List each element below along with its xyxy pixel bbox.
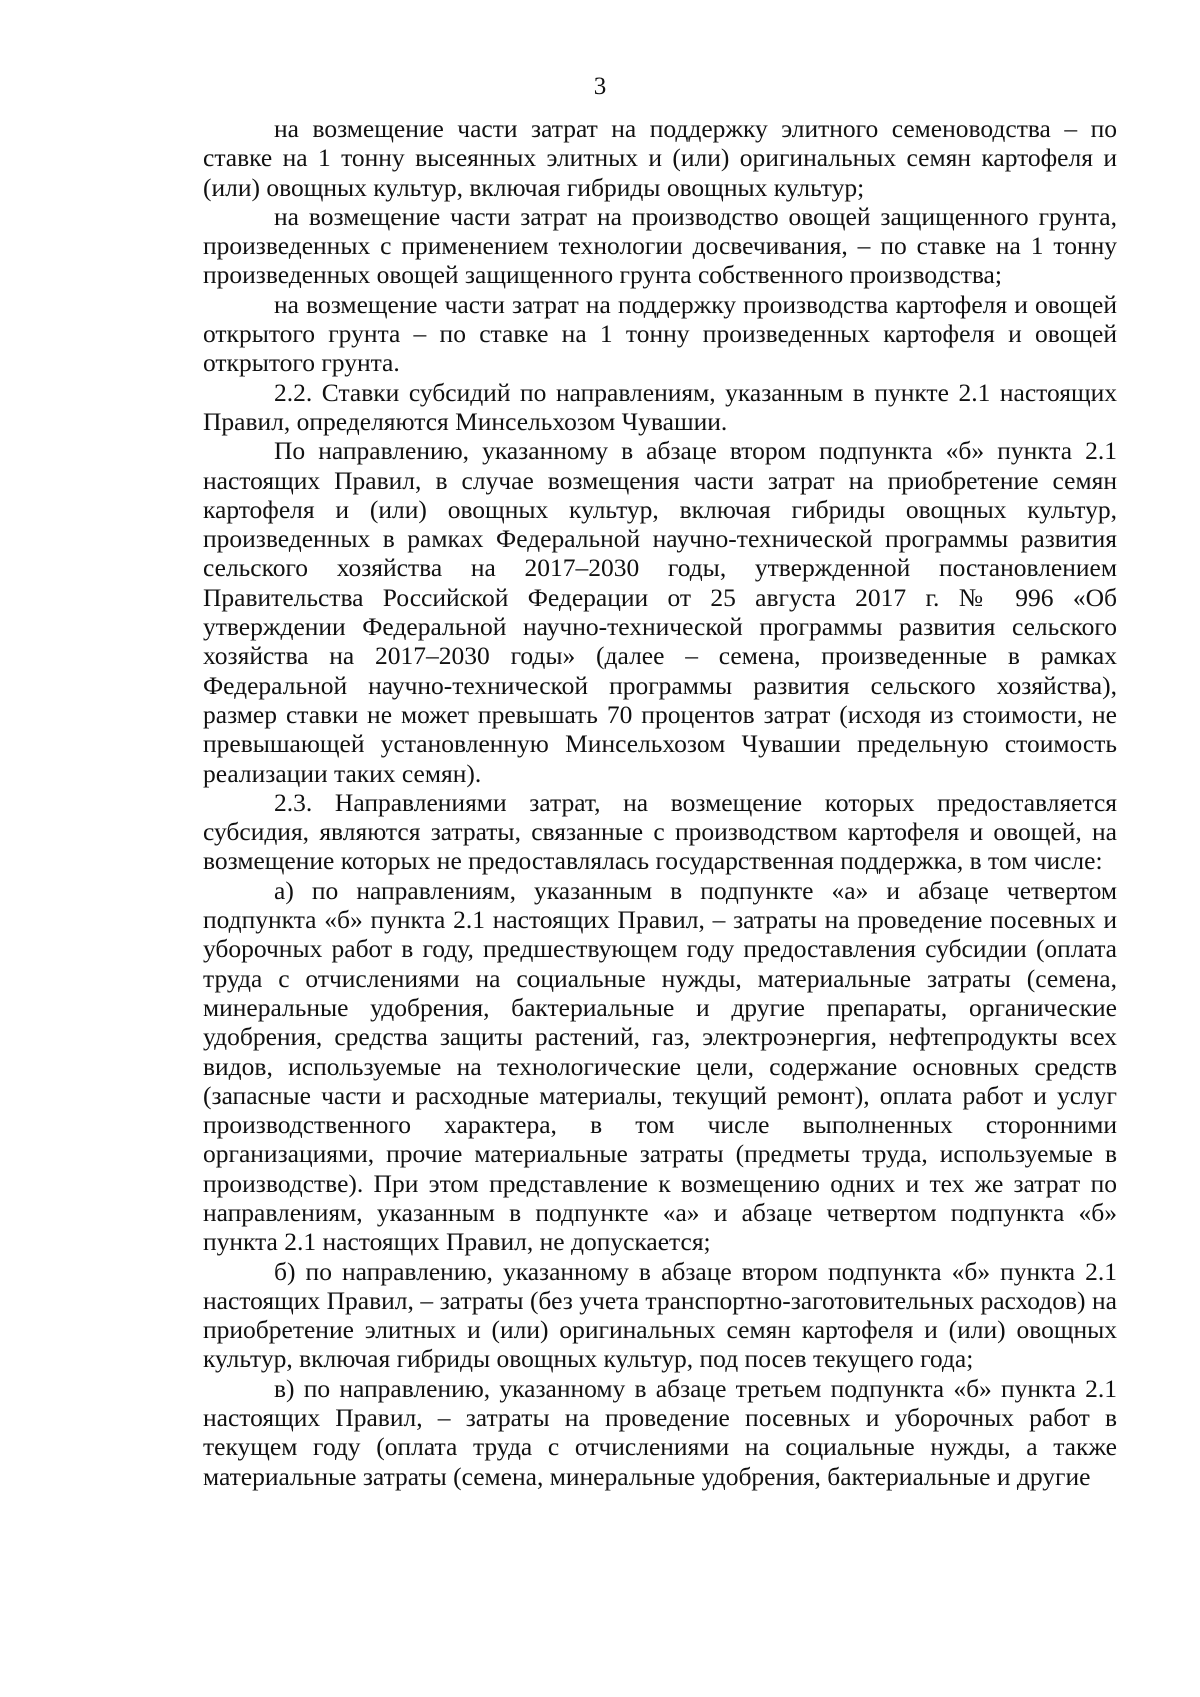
paragraph-elite-seed-support: на возмещение части затрат на поддержку элитного семеноводства – по ставке на 1 тонну высеянных элитных и (или) оригинальных семян картофеля и (или) овощных культур, включая гибриды овощных культур; (203, 114, 1117, 202)
paragraph-item-v: в) по направлению, указанному в абзаце третьем подпункта «б» пункта 2.1 настоящих Правил, – затраты на проведение посевных и уборочных работ в текущем году (оплата труда с отчислениями на социальные нужды, а также материальные затраты (семена, минеральные удобрения, бактериальные и другие (203, 1373, 1117, 1491)
paragraph-protected-ground-vegetables: на возмещение части затрат на производство овощей защищенного грунта, произведенных с применением технологии досвечивания, – по ставке на 1 тонну произведенных овощей защищенного грунта собственного производства; (203, 201, 1117, 290)
document-body (203, 114, 1117, 1491)
paragraph-2-3-cost-directions: 2.3. Направлениями затрат, на возмещение которых предоставляется субсидия, являются затраты, связанные с производством картофеля и овощей, на возмещение которых не предоставлялась государственная поддержка, в том числе: (203, 787, 1117, 876)
paragraph-item-b: б) по направлению, указанному в абзаце втором подпункта «б» пункта 2.1 настоящих Правил, – затраты (без учета транспортно-заготовительных расходов) на приобретение элитных и (или) оригинальных семян картофеля и (или) овощных культур, включая гибриды овощных культур, под посев текущего года; (203, 1256, 1117, 1374)
page-number: 3 (593, 73, 607, 100)
paragraph-item-a: а) по направлениям, указанным в подпункте «а» и абзаце четвертом подпункта «б» пункта 2.1 настоящих Правил, – затраты на проведение посевных и уборочных работ в году, предшествующем году предоставления субсидии (оплата труда с отчислениями на социальные нужды, материальные затраты (семена, минеральные удобрения, бактериальные и другие препараты, органические удобрения, средства защиты растений, газ, электроэнергия, нефтепродукты всех видов, используемые на технологические цели, содержание основных средств (запасные части и расходные материалы, текущий ремонт), оплата работ и услуг производственного характера, в том числе выполненных сторонними организациями, прочие материальные затраты (предметы труда, используемые в производстве). При этом представление к возмещению одних и тех же затрат по направлениям, указанным в подпункте «а» и абзаце четвертом подпункта «б» пункта 2.1 настоящих Правил, не допускается; (203, 875, 1117, 1257)
paragraph-open-ground-production: на возмещение части затрат на поддержку производства картофеля и овощей открытого грунта – по ставке на 1 тонну произведенных картофеля и овощей открытого грунта. (203, 289, 1117, 378)
paragraph-seed-rate-limit: По направлению, указанному в абзаце втором подпункта «б» пункта 2.1 настоящих Правил, в случае возмещения части затрат на приобретение семян картофеля и (или) овощных культур, включая гибриды овощных культур, произведенных в рамках Федеральной научно-технической программы развития сельского хозяйства на 2017–2030 годы, утвержденной постановлением Правительства Российской Федерации от 25 августа 2017 г. № 996 «Об утверждении Федеральной научно-технической программы развития сельского хозяйства на 2017–2030 годы» (далее – семена, произведенные в рамках Федеральной научно-технической программы развития сельского хозяйства), размер ставки не может превышать 70 процентов затрат (исходя из стоимости, не превышающей установленную Минсельхозом Чувашии предельную стоимость реализации таких семян). (203, 436, 1117, 788)
paragraph-2-2-subsidy-rates: 2.2. Ставки субсидий по направлениям, указанным в пункте 2.1 настоящих Правил, определяются Минсельхозом Чувашии. (203, 377, 1117, 436)
